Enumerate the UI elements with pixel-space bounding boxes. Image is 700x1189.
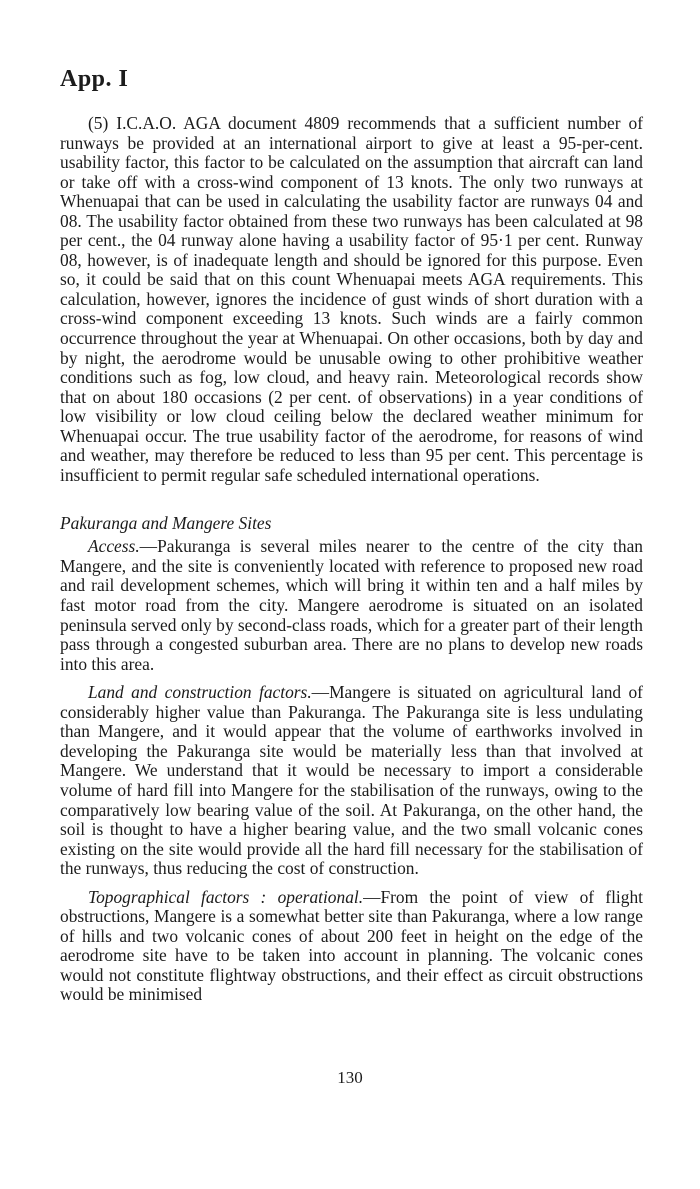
section-heading: Pakuranga and Mangere Sites xyxy=(60,513,272,534)
run-in-heading-land-construction: Land and construction factors. xyxy=(88,682,312,703)
paragraph-topographical xyxy=(60,888,643,1005)
paragraph-access xyxy=(60,537,643,674)
run-in-heading-access: Access. xyxy=(88,536,140,557)
paragraph-topographical-text: —From the point of view of flight obstructions, Mangere is a somewhat better site than Pakuranga, where a low range of hills and two volcanic cones of about 200 feet in height on the edge of the aerodrome site have to be taken into account in planning. The volcanic cones would not constitute flightway obstructions, and their effect as circuit obstructions would be minimised xyxy=(60,886,643,1005)
run-in-heading-topographical: Topographical factors : operational. xyxy=(88,886,364,907)
paragraph-land-construction xyxy=(60,683,643,878)
paragraph-land-construction-text: —Mangere is situated on agricultural land of considerably higher value than Pakuranga. The Pakuranga site is less undulating than Mangere, and it would appear that the volume of earthworks involved in developing the Pakuranga site would be materially less than that involved at Mangere. We understand that it would be necessary to import a considerable volume of hard fill into Mangere for the stabilisation of the runways, owing to the comparatively low bearing value of the soil. At Pakuranga, on the other hand, the soil is thought to have a higher bearing value, and the two small volcanic cones existing on the site would provide all the hard fill necessary for the stabilisation of the runways, thus reducing the cost of construction. xyxy=(60,682,643,879)
page-number: 130 xyxy=(337,1068,363,1087)
appendix-label: App. I xyxy=(60,66,129,92)
paragraph-usability-factor: (5) I.C.A.O. AGA document 4809 recommends that a sufficient number of runways be provided at an international airport to give at least a 95-per-cent. usability factor, this factor to be calculated on the assumption that aircraft can land or take off with a cross-wind component of 13 knots. The only two runways at Whenuapai that can be used in calculating the usability factor are runways 04 and 08. The usability factor obtained from these two runways has been calculated at 98 per cent., the 04 runway alone having a usability factor of 95·1 per cent. Runway 08, however, is of inadequate length and should be ignored for this purpose. Even so, it could be said that on this count Whenuapai meets AGA requirements. This calculation, however, ignores the incidence of gust winds of short duration with a cross-wind component exceeding 13 knots. Such winds are a fairly common occurrence throughout the year at Whenuapai. On other occasions, both by day and by night, the aerodrome would be unusable owing to other prohibitive weather conditions such as fog, low cloud, and heavy rain. Meteorological records show that on about 180 occasions (2 per cent. of observations) in a year conditions of low visibility or low cloud ceiling below the declared weather minimum for Whenuapai occur. The true usability factor of the aerodrome, for reasons of wind and weather, may therefore be reduced to less than 95 per cent. This percentage is insufficient to permit regular safe scheduled international operations. xyxy=(60,113,643,485)
paragraph-access-text: —Pakuranga is several miles nearer to the centre of the city than Mangere, and the site is conveniently located with reference to proposed new road and rail development schemes, which will bring it within ten and a half miles by fast motor road from the city. Mangere aerodrome is situated on an isolated peninsula served only by second-class roads, which for a greater part of their length pass through a congested suburban area. There are no plans to develop new roads into this area. xyxy=(60,536,643,674)
body-text xyxy=(60,114,643,1005)
